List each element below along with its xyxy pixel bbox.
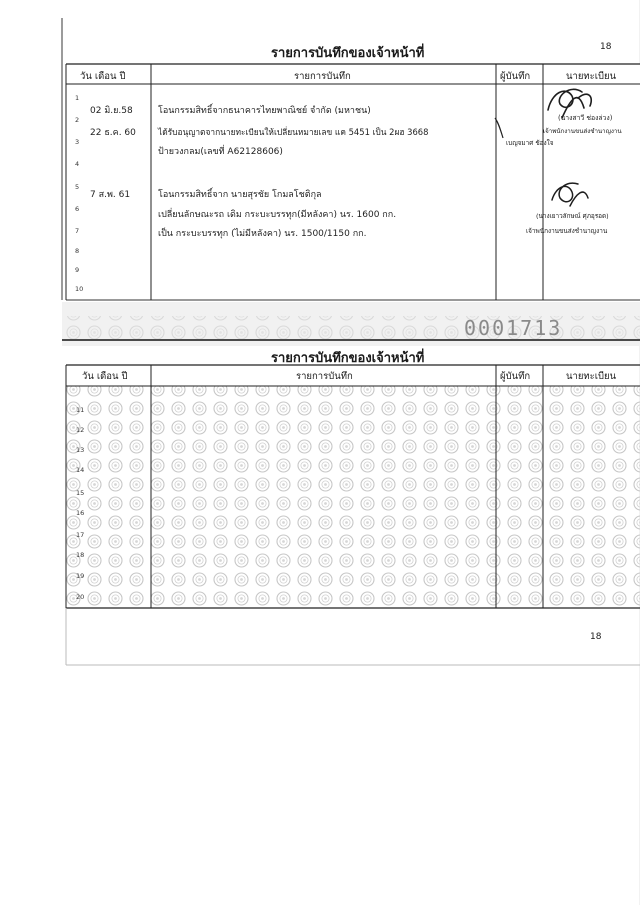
header-record: รายการบันทึก [296, 371, 353, 382]
header-date: วัน เดือน ปี [82, 371, 128, 382]
section-title-top: รายการบันทึกของเจ้าหน้าที่ [271, 46, 425, 61]
page-number-bottom: 18 [590, 632, 602, 642]
signature-2-name: (นางเยาวลักษณ์ ศุภอุรอด) [536, 212, 609, 220]
row-number: 7 [75, 227, 80, 235]
row-number: 1 [75, 94, 80, 102]
row-number: 6 [75, 205, 80, 213]
row-number: 8 [75, 247, 80, 255]
entry-date: 7 ส.พ. 61 [90, 190, 131, 200]
entry-text: ได้รับอนุญาตจากนายทะเบียนให้เปลี่ยนหมายเลข แค 5451 เป็น 2ผฮ 3668 [158, 127, 429, 137]
entry-text: ป้ายวงกลม(เลขที่ A62128606) [158, 147, 283, 157]
row-number: 10 [75, 285, 84, 293]
row-number: 13 [76, 446, 85, 454]
row-number: 19 [76, 572, 85, 580]
top-record-table [66, 64, 640, 302]
stamp-number: 0001713 [464, 316, 563, 340]
header-date: วัน เดือน ปี [80, 71, 126, 82]
row-number: 5 [75, 183, 80, 191]
bottom-record-table [66, 365, 640, 608]
page-number-top: 18 [600, 42, 612, 52]
entry-text: เป็น กระบะบรรทุก (ไม่มีหลังคา) นร. 1500/1150 กก. [158, 229, 367, 239]
header-recorder: ผู้บันทึก [500, 371, 531, 382]
row-number: 11 [76, 406, 85, 414]
header-registrar: นายทะเบียน [566, 71, 617, 82]
row-number: 16 [76, 509, 85, 517]
entry-date: 02 มิ.ย.58 [90, 106, 133, 116]
entry-text: โอนกรรมสิทธิ์จาก นายสุรชัย โกมลโชติกุล [158, 190, 322, 200]
entry-date: 22 ธ.ค. 60 [90, 128, 136, 138]
row-number: 2 [75, 116, 80, 124]
header-record: รายการบันทึก [294, 71, 351, 82]
header-recorder: ผู้บันทึก [500, 71, 531, 82]
row-number: 14 [76, 466, 85, 474]
row-number: 18 [76, 551, 85, 559]
row-number: 9 [75, 266, 80, 274]
row-number: 17 [76, 531, 85, 539]
signature-2-title: เจ้าพนักงานขนส่งชำนาญงาน [526, 227, 608, 235]
signature-1-line3: เบญจมาศ ช้องใจ [506, 139, 554, 147]
row-number: 3 [75, 138, 80, 146]
row-number: 20 [76, 593, 85, 601]
header-registrar: นายทะเบียน [566, 371, 617, 382]
signature-1-title: เจ้าพนักงานขนส่งชำนาญงาน [543, 128, 622, 135]
section-title-bottom: รายการบันทึกของเจ้าหน้าที่ [271, 351, 425, 366]
row-number: 4 [75, 160, 80, 168]
signature-1-name: (นางสาวี ช่องล่วง) [558, 114, 613, 122]
row-number: 15 [76, 489, 85, 497]
entry-text: เปลี่ยนลักษณะรถ เดิม กระบะบรรทุก(มีหลังคา) นร. 1600 กก. [158, 210, 397, 220]
entry-text: โอนกรรมสิทธิ์จากธนาคารไทยพาณิชย์ จำกัด (มหาชน) [158, 106, 371, 116]
row-number: 12 [76, 426, 85, 434]
